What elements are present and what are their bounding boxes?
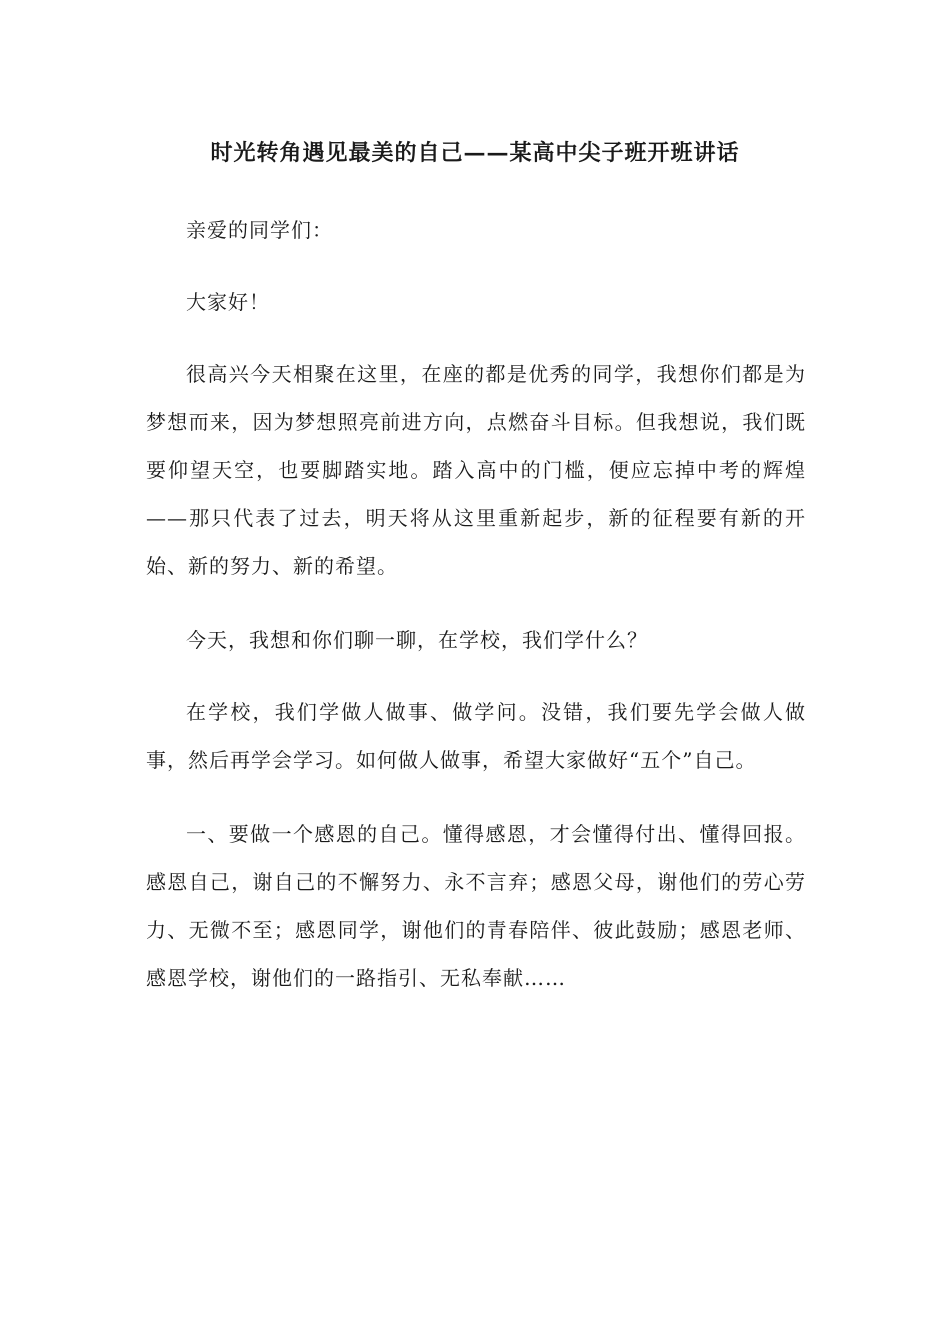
paragraph-question: 今天，我想和你们聊一聊，在学校，我们学什么？ bbox=[186, 628, 648, 652]
greeting: 大家好！ bbox=[186, 290, 270, 314]
document-body bbox=[146, 206, 806, 1028]
document-title: 时光转角遇见最美的自己——某高中尖子班开班讲话 bbox=[210, 140, 740, 166]
paragraph-gratitude: 一、要做一个感恩的自己。懂得感恩，才会懂得付出、懂得回报。感恩自己，谢自己的不懈努力、永不言弃；感恩父母，谢他们的劳心劳力、无微不至；感恩同学，谢他们的青春陪伴、彼此鼓励；感恩老师、感恩学校，谢他们的一路指引、无私奉献…… bbox=[146, 822, 806, 990]
paragraph-learning: 在学校，我们学做人做事、做学问。没错，我们要先学会做人做事，然后再学会学习。如何做人做事，希望大家做好“五个”自己。 bbox=[146, 700, 806, 772]
paragraph-intro: 很高兴今天相聚在这里，在座的都是优秀的同学，我想你们都是为梦想而来，因为梦想照亮前进方向，点燃奋斗目标。但我想说，我们既要仰望天空，也要脚踏实地。踏入高中的门槛，便应忘掉中考的辉煌——那只代表了过去，明天将从这里重新起步，新的征程要有新的开始、新的努力、新的希望。 bbox=[146, 362, 806, 578]
salutation: 亲爱的同学们： bbox=[186, 218, 333, 242]
